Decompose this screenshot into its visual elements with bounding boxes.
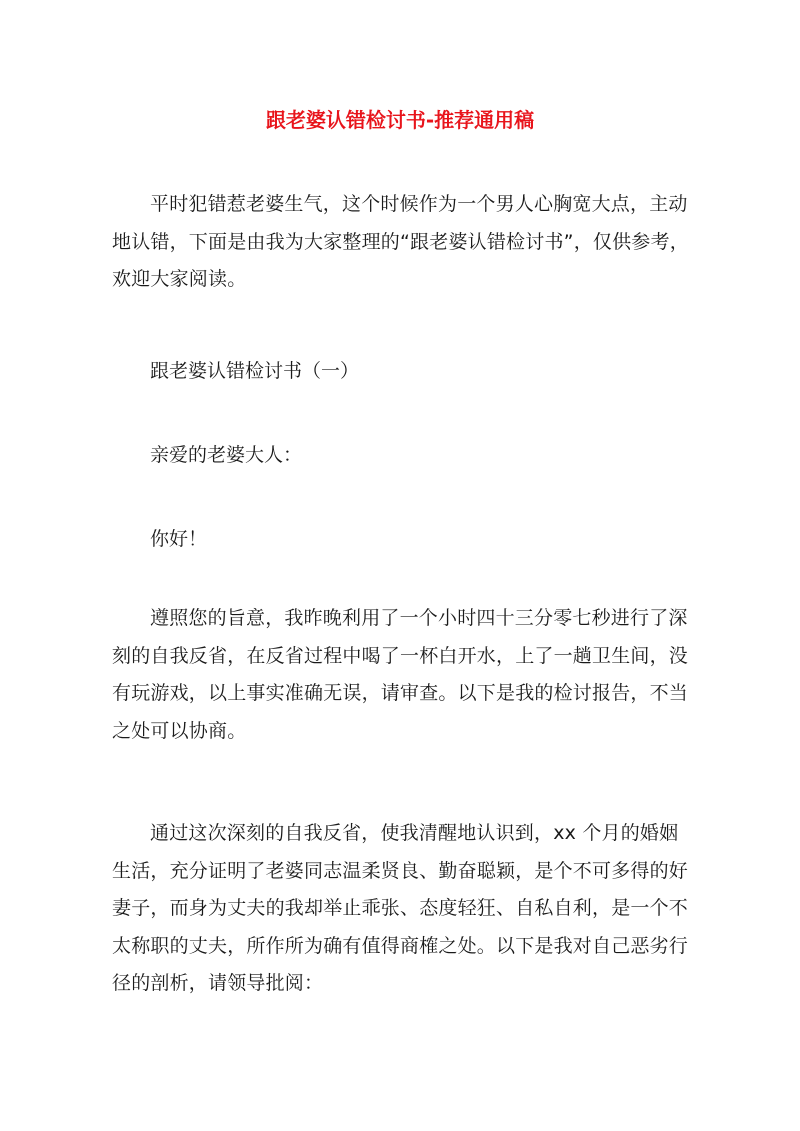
intro-paragraph [112,186,697,299]
intro-line: 地认错，下面是由我为大家整理的“跟老婆认错检讨书”，仅供参考， [112,230,689,253]
paragraph-line: 刻的自我反省，在反省过程中喝了一杯白开水，上了一趟卫生间，没 [112,644,689,667]
paragraph-line: 妻子，而身为丈夫的我却举止乖张、态度轻狂、自私自利，是一个不 [112,897,689,919]
paragraph-line: 有玩游戏，以上事实准确无误，请审查。以下是我的检讨报告，不当 [112,682,689,704]
paragraph-line: 遵照您的旨意，我昨晚利用了一个小时四十三分零七秒进行了深 [150,607,688,629]
document-title: 跟老婆认错检讨书-推荐通用稿 [265,108,535,132]
paragraph-line: 通过这次深刻的自我反省，使我清醒地认识到，xx 个月的婚姻 [150,822,679,844]
body-paragraph-1 [112,600,697,750]
greeting: 你好！ [150,528,208,550]
paragraph-line: 生活，充分证明了老婆同志温柔贤良、勤奋聪颖，是个不可多得的好 [112,859,689,882]
section-heading: 跟老婆认错检讨书（一） [150,360,360,382]
paragraph-line: 径的剖析，请领导批阅： [112,972,324,994]
paragraph-line: 太称职的丈夫，所作所为确有值得商榷之处。以下是我对自己恶劣行 [112,934,689,957]
intro-line: 欢迎大家阅读。 [112,268,247,290]
paragraph-line: 之处可以协商。 [112,719,247,742]
salutation: 亲爱的老婆大人： [150,444,303,466]
intro-line: 平时犯错惹老婆生气，这个时候作为一个男人心胸宽大点，主动 [150,193,688,215]
body-paragraph-2 [112,815,697,1003]
